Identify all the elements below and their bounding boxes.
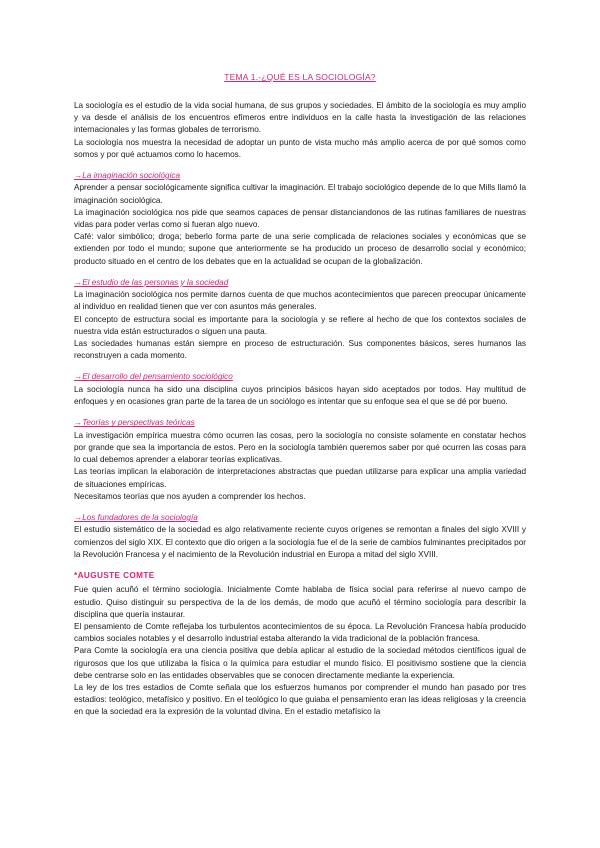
section-paragraph: La sociología nunca ha sido una disciplina cuyos principios básicos hayan sido aceptados por todos. Hay multitud de enfoques y en ocasiones gran parte de la tarea de un sociólogo es intentar que su enfoque sea el que se dé por bueno. [74,384,526,407]
section-heading: →Teorías y perspectivas teóricas [74,418,195,428]
section-paragraph: El estudio sistemático de la sociedad es algo relativamente reciente cuyos orígenes se remontan a finales del siglo XVIII y comienzos del siglo XIX. El contexto que dio origen a la sociología fue el de la serie de cambios fulminantes precipitados por la Revolución Francesa y el nacimiento de la Revolución industrial en Europa a mitad del siglo XVIII. [74,525,526,559]
section-auguste-comte [74,570,526,719]
section-imaginacion-sociologica [74,170,526,268]
section-paragraph: Las sociedades humanas están siempre en proceso de estructuración. Sus componentes básicos, seres humanos las reconstruyen a cada momento. [74,339,526,361]
section-heading: →El desarrollo del pensamiento sociológico [74,372,233,382]
section-estudio-personas-sociedad [74,277,526,363]
section-fundadores [74,512,526,561]
section-paragraph: El concepto de estructura social es importante para la sociología y se refiere al hecho de que los contextos sociales de nuestra vida están estructurados o siguen una pauta. [74,314,526,336]
section-paragraph: El pensamiento de Comte reflejaba los turbulentos acontecimientos de su época. La Revolución Francesa había producido cambios sociales notables y el desarrollo industrial estaba alterando la vida tradicional de la población francesa. [74,621,526,644]
section-heading: →Los fundadores de la sociología [74,512,198,522]
section-paragraph: Las teorías implican la elaboración de interpretaciones abstractas que puedan utilizarse para explicar una amplia variedad de situaciones empíricas. [74,467,526,489]
section-paragraph: La investigación empírica muestra cómo ocurren las cosas, pero la sociología no consiste solamente en constatar hechos por grande que sea la importancia de estos. Pero en la sociología también queremos saber por qué ocurren las cosas para lo cual debemos aprender a elaborar teorías explicativas. [74,430,526,465]
section-paragraph: La imaginación sociológica nos pide que seamos capaces de pensar distanciandonos de las rutinas familiares de nuestras vidas para poder verlas como si fueran algo nuevo. [74,207,526,230]
section-heading: →La imaginación sociológica [74,171,181,181]
section-desarrollo-pensamiento [74,371,526,408]
section-paragraph: Necesitamos teorías que nos ayuden a comprender los hechos. [74,491,306,501]
document-page [74,72,526,719]
document-title: TEMA 1.-¿QUÉ ES LA SOCIOLOGÍA? [224,72,376,82]
section-paragraph: Café: valor simbólico; droga; beberlo forma parte de una serie complicada de relaciones sociales y económicas que se extienden por todo el mundo; supone que anteriormente se ha producido un proceso de desarrollo social y económico; producto situado en el centro de los debates que en la actualidad se ocupan de la globalización. [74,232,526,266]
section-teorias-perspectivas [74,417,526,503]
section-paragraph: Para Comte la sociología era una ciencia positiva que debía aplicar al estudio de la sociedad métodos científicos igual de rigurosos que los que utilizaba la física o la química para estudiar el mundo físico. El positivismo sostiene que la ciencia debe centrarse solo en las entidades observables que se conocen directamente mediante la experiencia. [74,646,526,680]
section-heading: →El estudio de las personas y la sociedad [74,277,229,287]
intro-block [74,100,526,161]
section-heading: *AUGUSTE COMTE [74,570,155,580]
section-paragraph: Fue quien acuñó el término sociología. Inicialmente Comte hablaba de física social para referirse al nuevo campo de estudio. Quiso distinguir su perspectiva de la de los demás, de modo que acuñó el término sociología para describir la disciplina que quería instaurar. [74,585,526,619]
section-paragraph: La imaginación sociológica nos permite darnos cuenta de que muchos acontecimientos que parecen preocupar únicamente al individuo en realidad tienen que ver con asuntos más generales. [74,290,526,312]
intro-paragraph: La sociología es el estudio de la vida social humana, de sus grupos y sociedades. El ámbito de la sociología es muy amplio y va desde el análisis de los encuentros efímeros entre individuos en la calle hasta la investigación de las relaciones internacionales y las formas globales de terrorismo. [74,101,526,135]
intro-paragraph: La sociología nos muestra la necesidad de adoptar un punto de vista mucho más amplio acerca de por qué somos como somos y por qué actuamos como lo hacemos. [74,137,526,159]
section-paragraph: Aprender a pensar sociológicamente significa cultivar la imaginación. El trabajo sociológico depende de lo que Mills llamó la imaginación sociológica. [74,183,526,205]
section-paragraph: La ley de los tres estadios de Comte señala que los esfuerzos humanos por comprender el mundo han pasado por tres estadios: teológico, metafísico y positivo. En el teológico lo que guiaba el pensamiento eran las ideas religiosas y la creencia en que la sociedad era la expresión de la voluntad divina. En el estadio metafísico la [74,682,526,717]
